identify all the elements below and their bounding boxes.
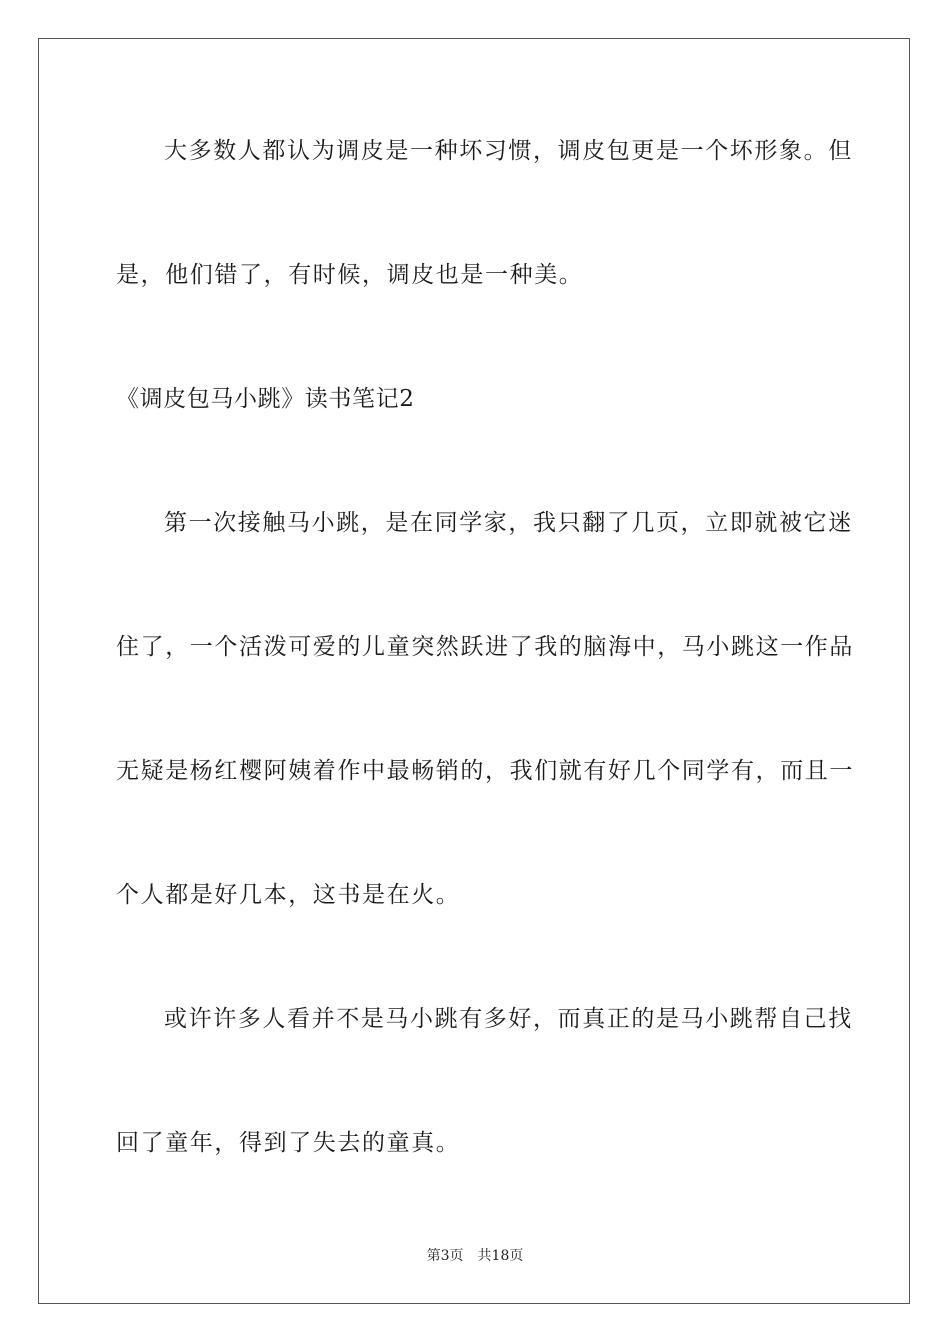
paragraph-1-line-2: 是，他们错了，有时候，调皮也是一种美。 [116, 262, 584, 288]
page-frame [38, 38, 910, 1304]
paragraph-3-line-2: 回了童年，得到了失去的童真。 [116, 1130, 461, 1156]
paragraph-2-line-2: 住了，一个活泼可爱的儿童突然跃进了我的脑海中，马小跳这一作品 [116, 634, 854, 660]
paragraph-2-line-3: 无疑是杨红樱阿姨着作中最畅销的，我们就有好几个同学有，而且一 [116, 758, 854, 784]
section-heading: 《调皮包马小跳》读书笔记2 [116, 386, 415, 412]
paragraph-1-line-1: 大多数人都认为调皮是一种坏习惯，调皮包更是一个坏形象。但 [164, 138, 853, 164]
page-number-total: 共18页 [477, 1248, 524, 1264]
paragraph-3-line-1: 或许许多人看并不是马小跳有多好，而真正的是马小跳帮自己找 [164, 1006, 853, 1032]
paragraph-2-line-1: 第一次接触马小跳，是在同学家，我只翻了几页，立即就被它迷 [164, 510, 853, 536]
page-number-current: 第3页 [426, 1248, 464, 1264]
page-footer [0, 1247, 950, 1265]
paragraph-2-line-4: 个人都是好几本，这书是在火。 [116, 882, 461, 908]
